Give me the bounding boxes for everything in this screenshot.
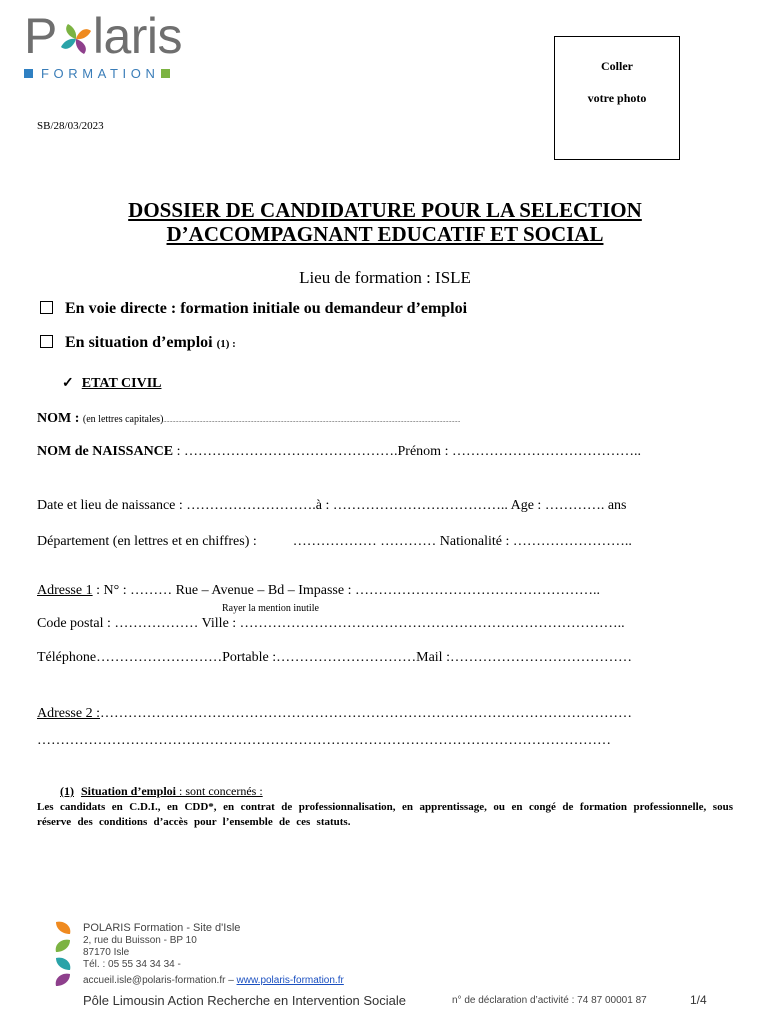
checkbox-icon[interactable] xyxy=(40,301,53,314)
blue-square-icon xyxy=(24,69,33,78)
field-adresse2-rest: …………………………………………………………………………………………………… xyxy=(100,706,632,721)
field-departement-rest: ……………… ………… Nationalité : …………………….. xyxy=(292,534,632,549)
option-voie-directe-label: En voie directe : formation initiale ou demandeur d’emploi xyxy=(65,300,468,317)
field-nom-naissance-rest: : ……………………………………….Prénom : ………………………………….. xyxy=(173,444,641,459)
footer-leaves-icon xyxy=(52,920,74,990)
field-nom-naissance-label: NOM de NAISSANCE xyxy=(37,444,174,459)
photo-box xyxy=(554,36,680,160)
note-number: (1) xyxy=(60,784,74,798)
footer-org: POLARIS Formation - Site d'Isle xyxy=(83,922,241,934)
footer-city: 87170 Isle xyxy=(83,947,130,958)
document-title-line1: DOSSIER DE CANDIDATURE POUR LA SELECTION xyxy=(128,198,642,222)
field-adresse2-label: Adresse 2 : xyxy=(37,706,100,721)
section-etat-civil-label: ETAT CIVIL xyxy=(81,376,162,391)
note-text: Les candidats en C.D.I., en CDD*, en contrat de professionnalisation, en apprentissage, ou en congé de formation professionnelle, sous réserve des conditions d’accès pour l’ensemble de ces statuts. xyxy=(37,801,733,828)
field-adresse1[interactable] xyxy=(37,583,600,599)
document-reference: SB/28/03/2023 xyxy=(37,120,104,132)
option-situation-emploi-label: En situation d’emploi xyxy=(65,334,213,351)
footer-street: 2, rue du Buisson - BP 10 xyxy=(83,935,197,946)
option-situation-emploi-note: (1) : xyxy=(216,338,236,350)
logo-word-rest: laris xyxy=(92,8,183,64)
field-nom-label: NOM : xyxy=(37,411,80,426)
note-title: Situation d’emploi xyxy=(81,784,177,798)
field-telephone-mail[interactable]: Téléphone………………………Portable :…………………………Mail :………………………………… xyxy=(37,650,632,665)
field-date-lieu-naissance[interactable]: Date et lieu de naissance : ……………………….à : ……………………………….. Age : …………. ans xyxy=(37,498,627,513)
field-adresse2[interactable] xyxy=(37,706,632,722)
field-adresse1-rest: : N° : ……… Rue – Avenue – Bd – Impasse : …………………………………………….. xyxy=(92,583,600,598)
note-suffix: : sont concernés : xyxy=(176,784,263,798)
polaris-logo xyxy=(24,6,182,66)
photo-box-line1: Coller xyxy=(601,59,633,73)
footer-tel: Tél. : 05 55 34 34 34 - xyxy=(83,959,181,970)
checkbox-icon[interactable] xyxy=(40,335,53,348)
option-situation-emploi[interactable] xyxy=(40,334,236,352)
green-square-icon xyxy=(161,69,170,78)
flower-logo-icon xyxy=(59,22,93,56)
field-departement-label: Département (en lettres et en chiffres) : xyxy=(37,534,257,549)
field-code-postal-ville[interactable]: Code postal : ……………… Ville : ……………………………………………………………………….. xyxy=(37,616,625,631)
logo-subtitle-text: FORMATION xyxy=(41,66,160,81)
section-etat-civil xyxy=(62,375,161,392)
logo-first-letter: P xyxy=(24,8,57,64)
field-adresse1-label: Adresse 1 xyxy=(37,583,93,598)
note-heading xyxy=(60,784,263,799)
page-number: 1/4 xyxy=(690,993,707,1007)
checkmark-icon: ✓ xyxy=(62,376,74,391)
field-nom-dots: ...................................................................................................................................................................................................... xyxy=(163,418,461,424)
option-voie-directe[interactable] xyxy=(40,300,467,318)
field-nom-hint: (en lettres capitales) xyxy=(82,414,164,425)
field-nom[interactable] xyxy=(37,411,460,427)
document-title-line2: D’ACCOMPAGNANT EDUCATIF ET SOCIAL xyxy=(166,222,604,246)
field-adresse2-line2[interactable]: …………………………………………………………………………………………………………… xyxy=(37,733,611,748)
rayer-mention-note: Rayer la mention inutile xyxy=(222,603,319,614)
footer-pole: Pôle Limousin Action Recherche en Intervention Sociale xyxy=(83,993,407,1008)
field-departement-nationalite[interactable] xyxy=(37,534,632,550)
logo-subtitle xyxy=(24,66,170,81)
training-location: Lieu de formation : ISLE xyxy=(299,268,471,287)
field-nom-naissance[interactable] xyxy=(37,444,641,460)
footer-email: accueil.isle@polaris-formation.fr – xyxy=(83,975,234,986)
footer-declaration: n° de déclaration d’activité : 74 87 00001 87 xyxy=(452,995,647,1006)
footer-contact xyxy=(83,975,344,987)
photo-box-line2: votre photo xyxy=(587,91,647,105)
footer-website-link[interactable]: www.polaris-formation.fr xyxy=(236,975,344,986)
